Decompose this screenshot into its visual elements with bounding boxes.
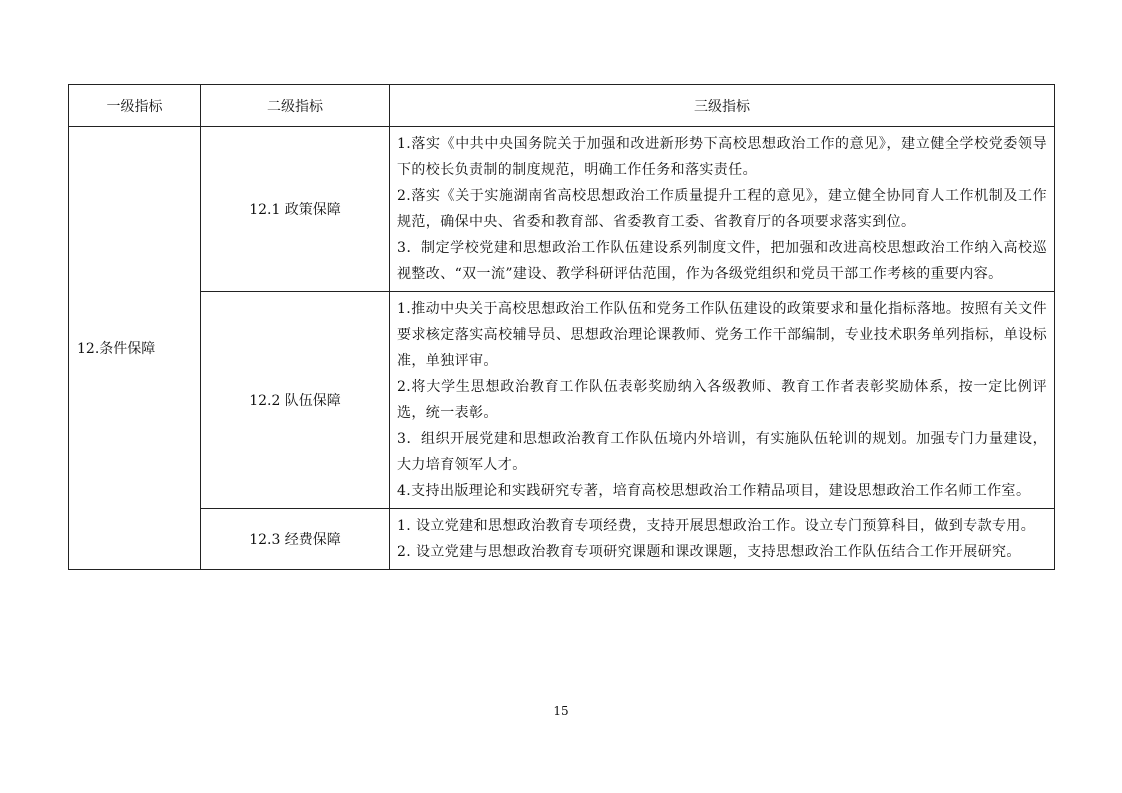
level3-cell (390, 127, 1055, 292)
list-item: 1. 设立党建和思想政治教育专项经费，支持开展思想政治工作。设立专门预算科目，做到专款专用。 (397, 518, 1036, 534)
header-level3: 三级指标 (390, 85, 1055, 127)
header-level2: 二级指标 (201, 85, 390, 127)
level3-cell (390, 292, 1055, 509)
table-row (69, 509, 1055, 570)
table-row (69, 292, 1055, 509)
indicator-table (68, 84, 1055, 570)
list-item: 2. 设立党建与思想政治教育专项研究课题和课改课题，支持思想政治工作队伍结合工作开展研究。 (397, 544, 1021, 560)
header-level1: 一级指标 (69, 85, 201, 127)
level2-cell: 12.1 政策保障 (201, 127, 390, 292)
list-item: 3．制定学校党建和思想政治工作队伍建设系列制度文件，把加强和改进高校思想政治工作纳入高校巡视整改、“双一流”建设、教学科研评估范围，作为各级党组织和党员干部工作考核的重要内容。 (397, 240, 1047, 282)
list-item: 1.推动中央关于高校思想政治工作队伍和党务工作队伍建设的政策要求和量化指标落地。按照有关文件要求核定落实高校辅导员、思想政治理论课教师、党务工作干部编制，专业技术职务单列指标，单设标准，单独评审。 (397, 301, 1047, 369)
level2-cell: 12.2 队伍保障 (201, 292, 390, 509)
page-number: 15 (553, 704, 569, 718)
list-item: 4.支持出版理论和实践研究专著，培育高校思想政治工作精品项目，建设思想政治工作名师工作室。 (397, 483, 1031, 499)
list-item: 2.落实《关于实施湖南省高校思想政治工作质量提升工程的意见》，建立健全协同育人工作机制及工作规范，确保中央、省委和教育部、省委教育工委、省教育厅的各项要求落实到位。 (397, 188, 1047, 230)
list-item: 1.落实《中共中央国务院关于加强和改进新形势下高校思想政治工作的意见》，建立健全学校党委领导下的校长负责制的制度规范，明确工作任务和落实责任。 (397, 136, 1047, 178)
level1-cell: 12.条件保障 (69, 127, 201, 570)
level2-cell: 12.3 经费保障 (201, 509, 390, 570)
list-item: 2.将大学生思想政治教育工作队伍表彰奖励纳入各级教师、教育工作者表彰奖励体系，按一定比例评选，统一表彰。 (397, 379, 1047, 421)
list-item: 3．组织开展党建和思想政治教育工作队伍境内外培训，有实施队伍轮训的规划。加强专门力量建设，大力培育领军人才。 (397, 431, 1047, 473)
table-row (69, 127, 1055, 292)
header-row (69, 85, 1055, 127)
level3-cell (390, 509, 1055, 570)
